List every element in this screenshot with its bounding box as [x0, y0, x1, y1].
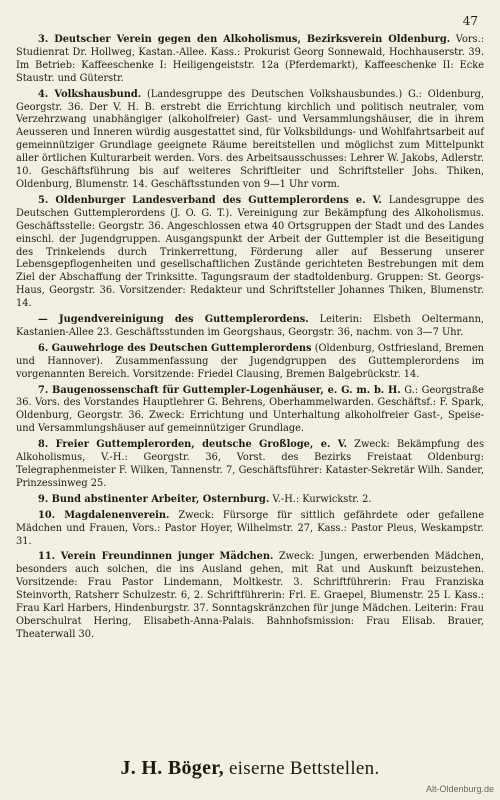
entry-title: — Jugendvereinigung des Guttemplerordens.: [38, 314, 309, 326]
entry-body: Zweck: Bekämpfung des Alkoholismus, V.-H.: Georgstr. 36, Vorst. des Bezirks Freistaat Oldenburg: Telegraphenmeister F. Wilken, Tannenstr. 7, Geschäftsführer: Kataster-Sekretär Wilh. Sander, Prinzessinweg 25.: [16, 439, 484, 489]
entry-body: V.-H.: Kurwickstr. 2.: [272, 493, 372, 505]
entry-title: 9. Bund abstinenter Arbeiter, Osternburg.: [38, 493, 270, 505]
entry-5: [16, 195, 484, 311]
entry-body: (Landesgruppe des Deutschen Volkshausbundes.) G.: Oldenburg, Georgstr. 36. Der V. H. B. erstrebt die Errichtung kirchlich und politisch neutraler, vom Verzehrzwang unabhängiger (alkoholfreier) Gast- und Versammlungshäuser, die in ihrem Aeusseren und Inneren würdig ausgestattet sind, für Volksbildungs- und Wohlfahrtsarbeit auf gemeinnütziger Grundlage geeignete Räume bereitstellen und möglichst zum Mittelpunkt aller örtlichen Kulturarbeit werden. Vors. des Arbeitsausschusses: Lehrer W. Jakobs, Adlerstr. 10. Geschäftsführung bis auf weiteres Schriftleiter und Schriftsteller Johs. Thiken, Oldenburg, Blumenstr. 14. Geschäftsstunden von 9—1 Uhr vorm.: [16, 88, 484, 190]
entry-body: Zweck: Jungen, erwerbenden Mädchen, besonders auch solchen, die ins Ausland gehen, mit Rat und Auskunft beizustehen. Vorsitzende: Frau Pastor Lindemann, Moltkestr. 3. Schriftführerin: Frau Franziska Steinvorth, Ratsherr Schulzestr. 6, 2. Schriftführerin: Frl. E. Graepel, Blumenstr. 25 I. Kass.: Frau Karl Harbers, Hindenburgstr. 37. Sonntagskränzchen für junge Mädchen. Leiterin: Frau Oberschulrat Hering, Elisabeth-Anna-Palais. Bahnhofsmission: Frau Elisab. Brauer, Theaterwall 30.: [16, 551, 484, 640]
directory-content: [16, 34, 484, 645]
entry-title: 5. Oldenburger Landesverband des Guttemplerordens e. V.: [38, 194, 382, 206]
entry-6: [16, 343, 484, 382]
entry-4: [16, 89, 484, 192]
watermark: Alt-Oldenburg.de: [425, 784, 494, 794]
entry-11: [16, 551, 484, 641]
advertisement: [0, 757, 500, 780]
entry-body: G.: Georgstraße 36. Vors. des Vorstandes Hauptlehrer G. Behrens, Oberhammelwarden. Geschäftsf.: F. Spark, Oldenburg, Georgstr. 36. Zweck: Errichtung und Unterhaltung alkoholfreier Gast-, Speise- und Versammlungshäuser auf gemeinnütziger Grundlage.: [16, 384, 484, 435]
advertisement-brand: J. H. Böger,: [120, 757, 224, 779]
entry-title: 7. Baugenossenschaft für Guttempler-Logenhäuser, e. G. m. b. H.: [38, 384, 401, 396]
entry-title: 8. Freier Guttemplerorden, deutsche Großloge, e. V.: [38, 439, 348, 451]
entry-8: [16, 439, 484, 491]
entry-title: 11. Verein Freundinnen junger Mädchen.: [38, 551, 274, 563]
advertisement-text: eiserne Bettstellen.: [228, 758, 380, 779]
entry-7: [16, 385, 484, 437]
entry-body: Zweck: Fürsorge für sittlich gefährdete oder gefallene Mädchen und Frauen, Vors.: Pastor Hoyer, Wilhelmstr. 27, Kass.: Pastor Pleus, Weskampstr. 31.: [16, 509, 484, 547]
entry-title: 10. Magdalenenverein.: [38, 509, 170, 521]
entry-9: [16, 494, 484, 507]
entry-title: 6. Gauwehrloge des Deutschen Guttemplerordens: [38, 342, 312, 354]
entry-3: [16, 34, 484, 86]
entry-title: 3. Deutscher Verein gegen den Alkoholismus, Bezirksverein Oldenburg.: [38, 34, 451, 45]
entry-body: Vors.: Studienrat Dr. Hollweg, Kastan.-Allee. Kass.: Prokurist Georg Sonnewald, Hochhauserstr. 39. Im Betrieb: Kaffeeschenke I: Heiligengeiststr. 12a (Pferdemarkt), Kaffeeschenke II: Ecke Staustr. und Güterstr.: [16, 34, 484, 84]
entry-jugendvereinigung: [16, 314, 484, 340]
page-number: 47: [462, 14, 478, 28]
entry-title: 4. Volkshausbund.: [38, 88, 142, 100]
entry-body: (Oldenburg, Ostfriesland, Bremen und Hannover). Zusammenfassung der Jugendgruppen des Guttemplerordens im vorgenannten Bereich. Vorsitzende: Friedel Clausing, Bremen Balgebrückstr. 14.: [16, 342, 484, 380]
entry-body: Landesgruppe des Deutschen Guttemplerordens (J. O. G. T.). Vereinigung zur Bekämpfung des Alkoholismus. Geschäftsstelle: Georgstr. 36. Angeschlossen etwa 40 Ortsgruppen der Stadt und des Landes einschl. der Jugendgruppen. Ausgangspunkt der Arbeit der Guttempler ist die Beseitigung des Trinkelends durch Trinkerrettung, Förderung aller auf Besserung unserer Lebensgepflogenheiten und gesellschaftlichen Zustände gerichteten Bestrebungen mit dem Ziel der Abschaffung der Trinksitte. Tagungsraum der stadtoldenburg. Gruppen: St. Georgs-Haus, Georgstr. 36. Vorsitzender: Redakteur und Schriftsteller Johannes Thiken, Blumenstr. 14.: [16, 194, 484, 310]
entry-body: Leiterin: Elsbeth Oeltermann, Kastanien-Allee 23. Geschäftsstunden im Georgshaus, Georgstr. 36, nachm. von 3—7 Uhr.: [16, 314, 484, 338]
entry-10: [16, 510, 484, 549]
